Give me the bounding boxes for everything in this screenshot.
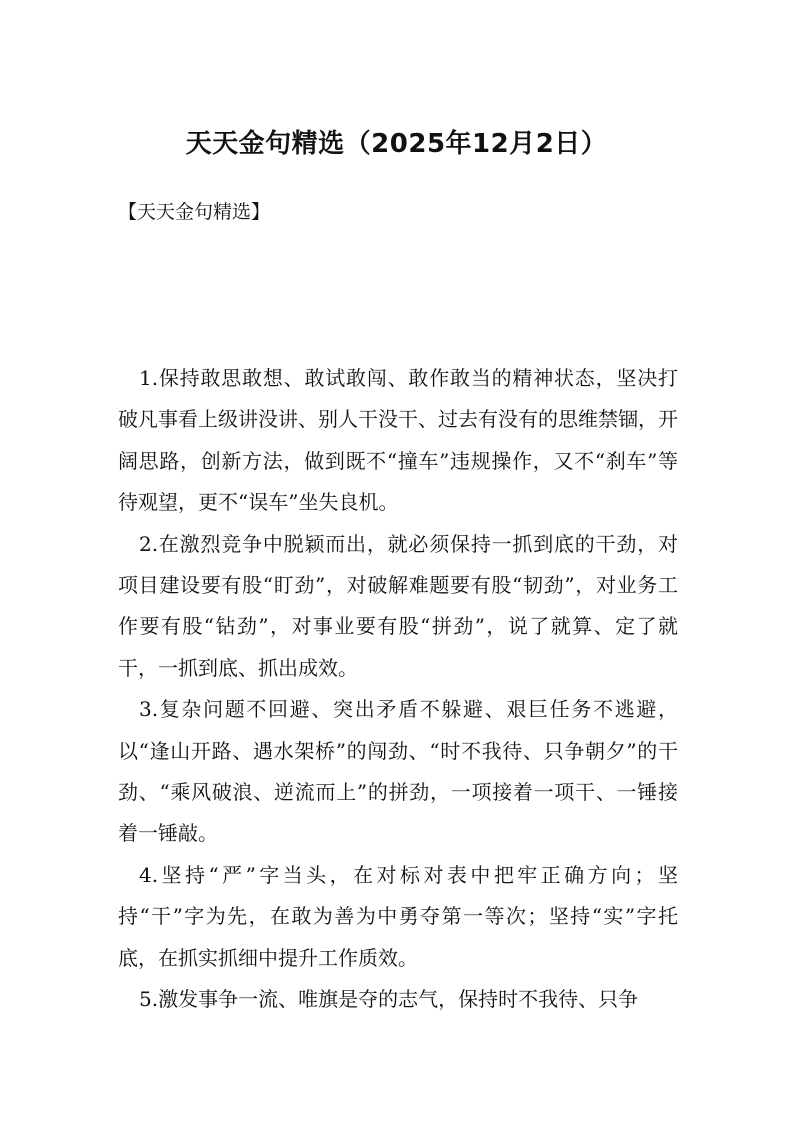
document-body (118, 358, 678, 1021)
paragraph-1: 1.保持敢思敢想、敢试敢闯、敢作敢当的精神状态，坚决打破凡事看上级讲没讲、别人干没干、过去有没有的思维禁锢，开阔思路，创新方法，做到既不“撞车”违规操作，又不“刹车”等待观望，更不“误车”坐失良机。 (118, 366, 678, 515)
paragraph-2: 2.在激烈竞争中脱颖而出，就必须保持一抓到底的干劲，对项目建设要有股“盯劲”，对破解难题要有股“韧劲”，对业务工作要有股“钻劲”，对事业要有股“拼劲”，说了就算、定了就干，一抓到底、抓出成效。 (118, 531, 678, 680)
page-title: 天天金句精选（2025年12月2日） (185, 129, 608, 159)
paragraph-3: 3.复杂问题不回避、突出矛盾不躲避、艰巨任务不逃避，以“逢山开路、遇水架桥”的闯劲、“时不我待、只争朝夕”的干劲、“乘风破浪、逆流而上”的拼劲，一项接着一项干、一锤接着一锤敲。 (118, 697, 678, 846)
paragraph-4: 4.坚持“严”字当头，在对标对表中把牢正确方向；坚持“干”字为先，在敢为善为中勇夺第一等次；坚持“实”字托底，在抓实抓细中提升工作质效。 (118, 862, 678, 970)
section-label: 【天天金句精选】 (118, 201, 271, 223)
paragraph-5: 5.激发事争一流、唯旗是夺的志气，保持时不我待、只争 (139, 987, 639, 1012)
